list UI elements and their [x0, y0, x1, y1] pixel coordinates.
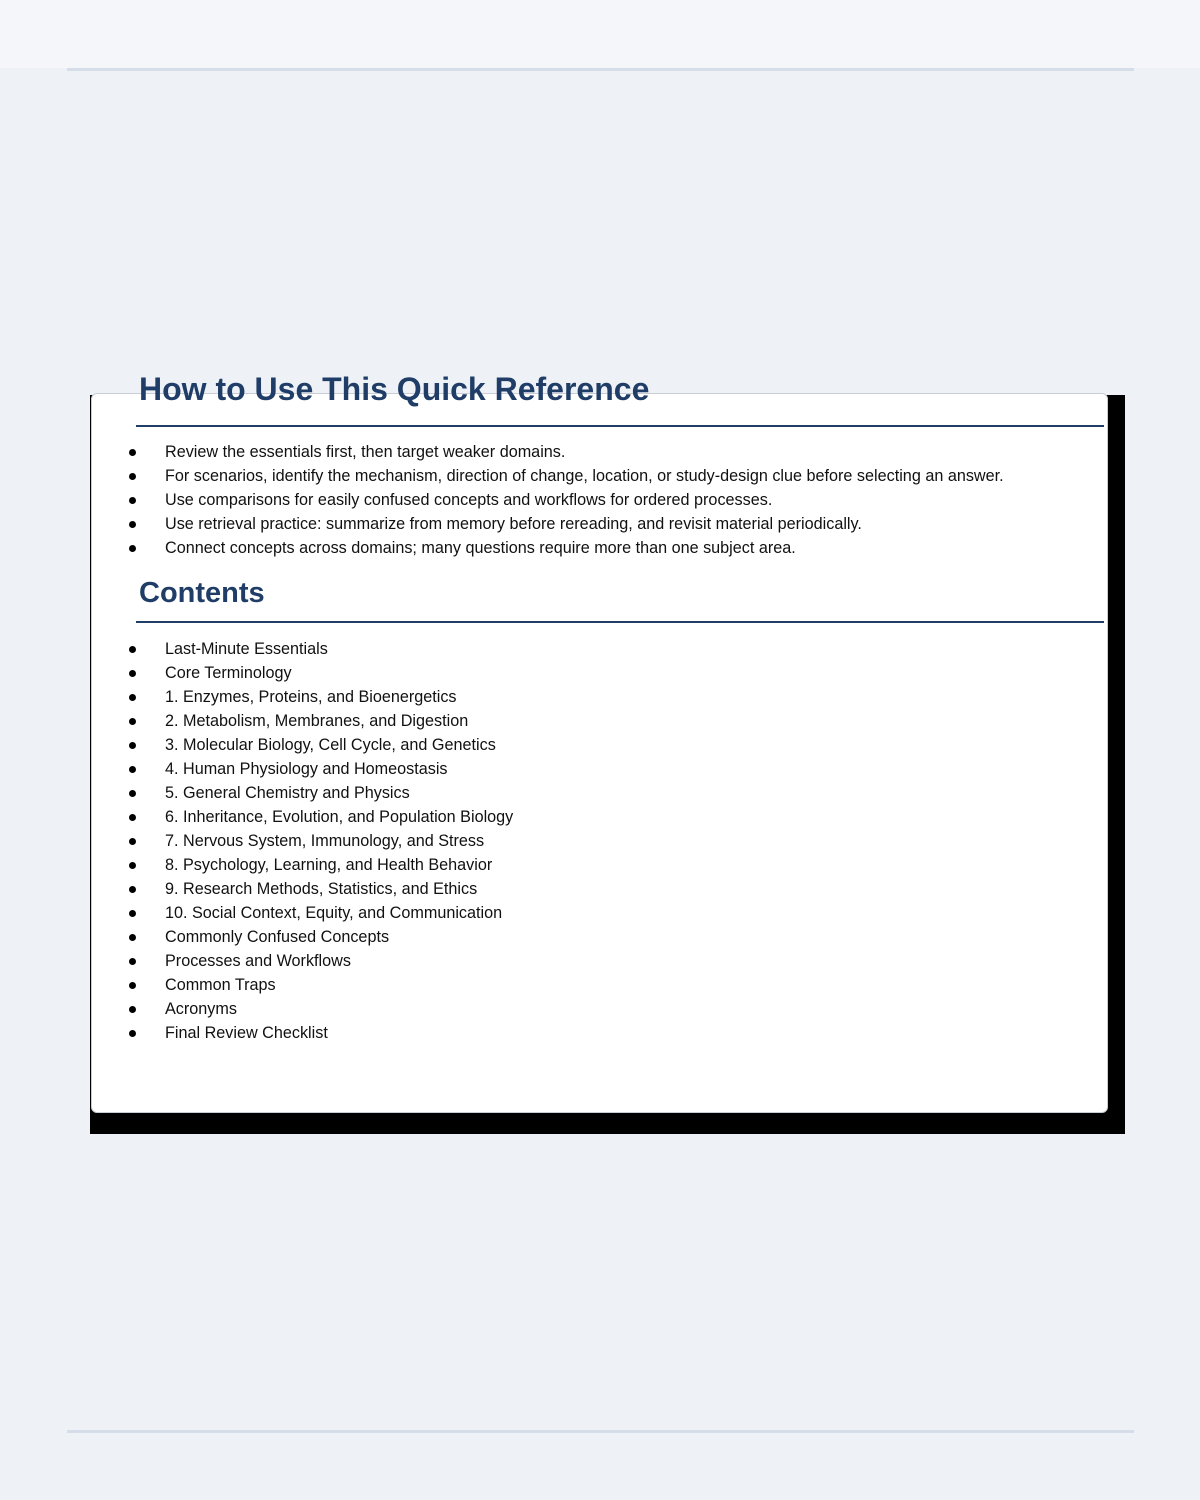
bullet-icon	[129, 766, 136, 773]
viewer-top-divider	[67, 68, 1134, 71]
list-item-text: 4. Human Physiology and Homeostasis	[165, 760, 448, 778]
bullet-icon	[129, 670, 136, 677]
bullet-icon	[129, 886, 136, 893]
toc-item[interactable]	[92, 733, 1092, 757]
toc-item[interactable]	[92, 1021, 1092, 1045]
toc-item[interactable]	[92, 829, 1092, 853]
bullet-icon	[129, 910, 136, 917]
document-page	[91, 371, 1108, 1113]
bullet-icon	[129, 838, 136, 845]
how-to-use-list	[92, 440, 1092, 560]
toc-item[interactable]	[92, 709, 1092, 733]
list-item	[92, 464, 1092, 488]
list-item-text: 8. Psychology, Learning, and Health Behavior	[165, 856, 493, 874]
list-item-text: Last-Minute Essentials	[165, 640, 328, 658]
bullet-icon	[129, 958, 136, 965]
list-item-text: 6. Inheritance, Evolution, and Population Biology	[165, 808, 514, 826]
toc-item[interactable]	[92, 925, 1092, 949]
list-item-text: Use comparisons for easily confused concepts and workflows for ordered processes.	[165, 491, 773, 509]
toc-item[interactable]	[92, 973, 1092, 997]
list-item-text: 5. General Chemistry and Physics	[165, 784, 410, 802]
bullet-icon	[129, 982, 136, 989]
list-item-text: Use retrieval practice: summarize from memory before rereading, and revisit material periodically.	[165, 515, 862, 533]
bullet-icon	[129, 646, 136, 653]
toc-item[interactable]	[92, 901, 1092, 925]
bullet-icon	[129, 497, 136, 504]
list-item-text: For scenarios, identify the mechanism, direction of change, location, or study-design clue before selecting an answer.	[165, 467, 1004, 485]
bullet-icon	[129, 790, 136, 797]
list-item-text: Final Review Checklist	[165, 1024, 328, 1042]
list-item	[92, 512, 1092, 536]
toc-item[interactable]	[92, 637, 1092, 661]
list-item-text: 9. Research Methods, Statistics, and Ethics	[165, 880, 478, 898]
toc-item[interactable]	[92, 997, 1092, 1021]
toc-item[interactable]	[92, 757, 1092, 781]
contents-list	[92, 637, 1092, 1045]
heading-underline	[136, 425, 1104, 427]
bullet-icon	[129, 934, 136, 941]
bullet-icon	[129, 694, 136, 701]
bullet-icon	[129, 473, 136, 480]
bullet-icon	[129, 1006, 136, 1013]
list-item-text: Acronyms	[165, 1000, 237, 1018]
list-item-text: 2. Metabolism, Membranes, and Digestion	[165, 712, 469, 730]
list-item-text: Review the essentials first, then target weaker domains.	[165, 443, 566, 461]
list-item	[92, 440, 1092, 464]
list-item-text: Processes and Workflows	[165, 952, 351, 970]
list-item	[92, 488, 1092, 512]
section-heading-contents: Contents	[139, 577, 265, 609]
toc-item[interactable]	[92, 661, 1092, 685]
bullet-icon	[129, 1030, 136, 1037]
section-heading-how-to-use: How to Use This Quick Reference	[139, 371, 650, 407]
toc-item[interactable]	[92, 949, 1092, 973]
list-item-text: 3. Molecular Biology, Cell Cycle, and Genetics	[165, 736, 496, 754]
list-item	[92, 536, 1092, 560]
bullet-icon	[129, 718, 136, 725]
viewer-bottom-divider	[67, 1430, 1134, 1433]
bullet-icon	[129, 449, 136, 456]
toc-item[interactable]	[92, 853, 1092, 877]
heading-underline	[136, 621, 1104, 623]
bullet-icon	[129, 742, 136, 749]
bullet-icon	[129, 814, 136, 821]
toc-item[interactable]	[92, 877, 1092, 901]
bullet-icon	[129, 862, 136, 869]
list-item-text: Connect concepts across domains; many questions require more than one subject area.	[165, 539, 796, 557]
list-item-text: Commonly Confused Concepts	[165, 928, 390, 946]
list-item-text: 10. Social Context, Equity, and Communication	[165, 904, 503, 922]
toc-item[interactable]	[92, 685, 1092, 709]
list-item-text: 7. Nervous System, Immunology, and Stress	[165, 832, 485, 850]
viewer-top-bar	[0, 0, 1200, 68]
toc-item[interactable]	[92, 805, 1092, 829]
list-item-text: Core Terminology	[165, 664, 292, 682]
bullet-icon	[129, 521, 136, 528]
list-item-text: 1. Enzymes, Proteins, and Bioenergetics	[165, 688, 457, 706]
list-item-text: Common Traps	[165, 976, 276, 994]
toc-item[interactable]	[92, 781, 1092, 805]
bullet-icon	[129, 545, 136, 552]
